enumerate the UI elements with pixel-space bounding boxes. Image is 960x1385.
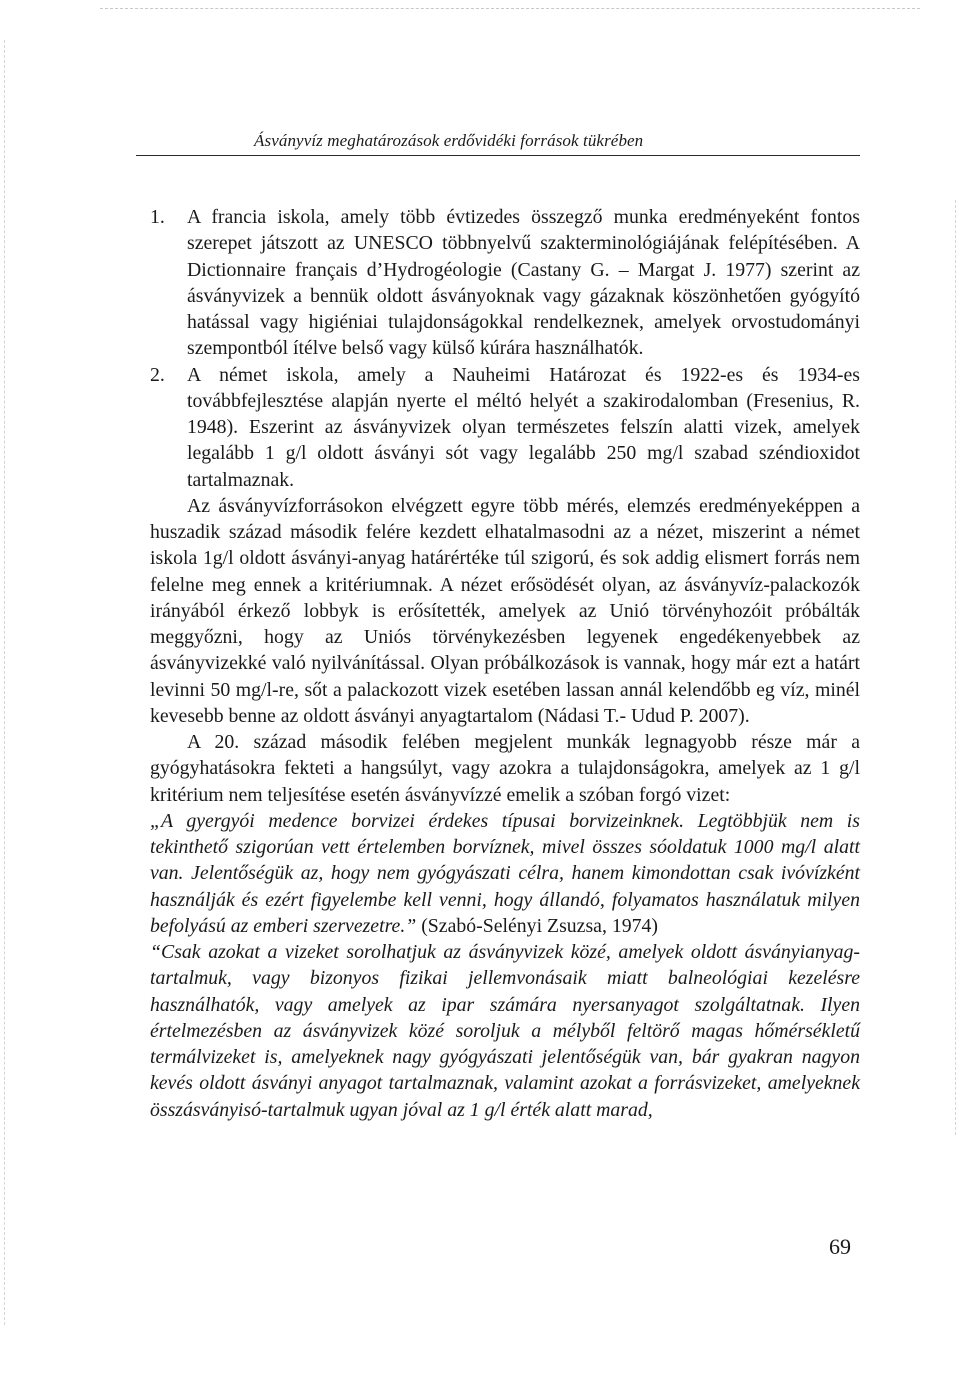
list-item [150,362,860,493]
scan-edge-right [955,200,956,1135]
quote-block [150,808,860,939]
scan-edge-top [100,8,920,9]
list-number: 1. [150,206,165,228]
header-rule [136,155,860,156]
quote-block-2: “Csak azokat a vizeket sorolhatjuk az ásványvizek közé, amelyek oldott ásványianyag-tartalmuk, vagy bizonyos fizikai jellemvonásaik miatt balneológiai kezelésre használhatók, vagy amelyek az ipar számára nyersanyagot szolgáltatnak. Ilyen értelmezésben az ásványvizek közé soroljuk a mélyből feltörő magas hőmérsékletű termálvizeket is, amelyeknek nagy gyógyászati jelentőségük van, bár gyakran nagyon kevés oldott ásványi anyagot tartalmaznak, valamint azokat a forrásvizeket, amelyeknek összásványisó-tartalmuk ugyan jóval az 1 g/l érték alatt marad, [150,941,860,1121]
running-head: Ásványvíz meghatározások erdővidéki források tükrében [254,131,644,150]
quote-citation: (Szabó-Selényi Zsuzsa, 1974) [421,914,658,937]
paragraph: A 20. század második felében megjelent munkák legnagyobb része már a gyógyhatásokra fekteti a hangsúlyt, vagy azokra a tulajdonságokra, amelyek az 1 g/l kritérium nem teljesítése esetén ásványvízzé emelik a szóban forgó vizet: [150,731,860,806]
page-number: 69 [829,1234,851,1259]
list-item-text: A német iskola, amely a Nauheimi Határozat és 1922-es és 1934-es továbbfejlesztése alapján nyerte el méltó helyét a szakirodalomban (Fresenius, R. 1948). Eszerint az ásványvizek olyan természetes felszín alatti vizek, amelyek legalább 1 g/l oldott ásványi sót vagy legalább 250 mg/l szabad széndioxidot tartalmaznak. [187,363,860,491]
list-item-text: A francia iskola, amely több évtizedes összegző munka eredményeként fontos szerepet játszott az UNESCO többnyelvű szakterminológiájának felépítésében. A Dictionnaire français d’Hydrogéologie (Castany G. – Margat J. 1977) szerint az ásványvizek a bennük oldott ásványoknak vagy gázaknak köszönhetően gyógyító hatással vagy higiéniai tulajdonságokkal rendelkeznek, amelyek orvostudományi szempontból ítélve belső vagy külső kúrára használhatók. [187,206,860,360]
list-number: 2. [150,363,165,386]
scan-edge-left [4,40,5,1325]
body-text [150,204,860,1123]
quote-text: „A gyergyói medence borvizei érdekes típusai borvizeinknek. Legtöbbjük nem is tekinthető szigorúan vett értelemben borvíznek, mivel összes sóoldatuk 1000 mg/l alatt van. Jelentőségük az, hogy nem gyógyászati célra, hanem kimondottan csak ivóvízként használják és ezért figyelembe kell venni, hogy állandó, folyamatos használatuk milyen befolyású az emberi szervezetre.” [150,809,860,937]
list-item [150,204,860,362]
paragraph: Az ásványvízforrásokon elvégzett egyre több mérés, elemzés eredményeképpen a huszadik század második felére kezdett elhatalmasodni az a nézet, miszerint a német iskola 1g/l oldott ásványi-anyag határértéke túl szigorú, és sok addig elismert forrás nem felelne meg ennek a kritériumnak. A nézet erősödését olyan, az ásványvíz-palackozók irányából érkező lobbyk is erősítették, amelyek az Unió törvényhozóit próbálták meggyőzni, hogy az Uniós törvénykezésben legyenek engedékenyebbek az ásványvizekké való nyilvánítással. Olyan próbálkozások is vannak, hogy már ezt a határt levinni 50 mg/l-re, sőt a palackozott vizek esetében lassan annál kelendőbb eg víz, minél kevesebb benne az oldott ásványi anyagtartalom (Nádasi T.- Udud P. 2007). [150,494,860,727]
